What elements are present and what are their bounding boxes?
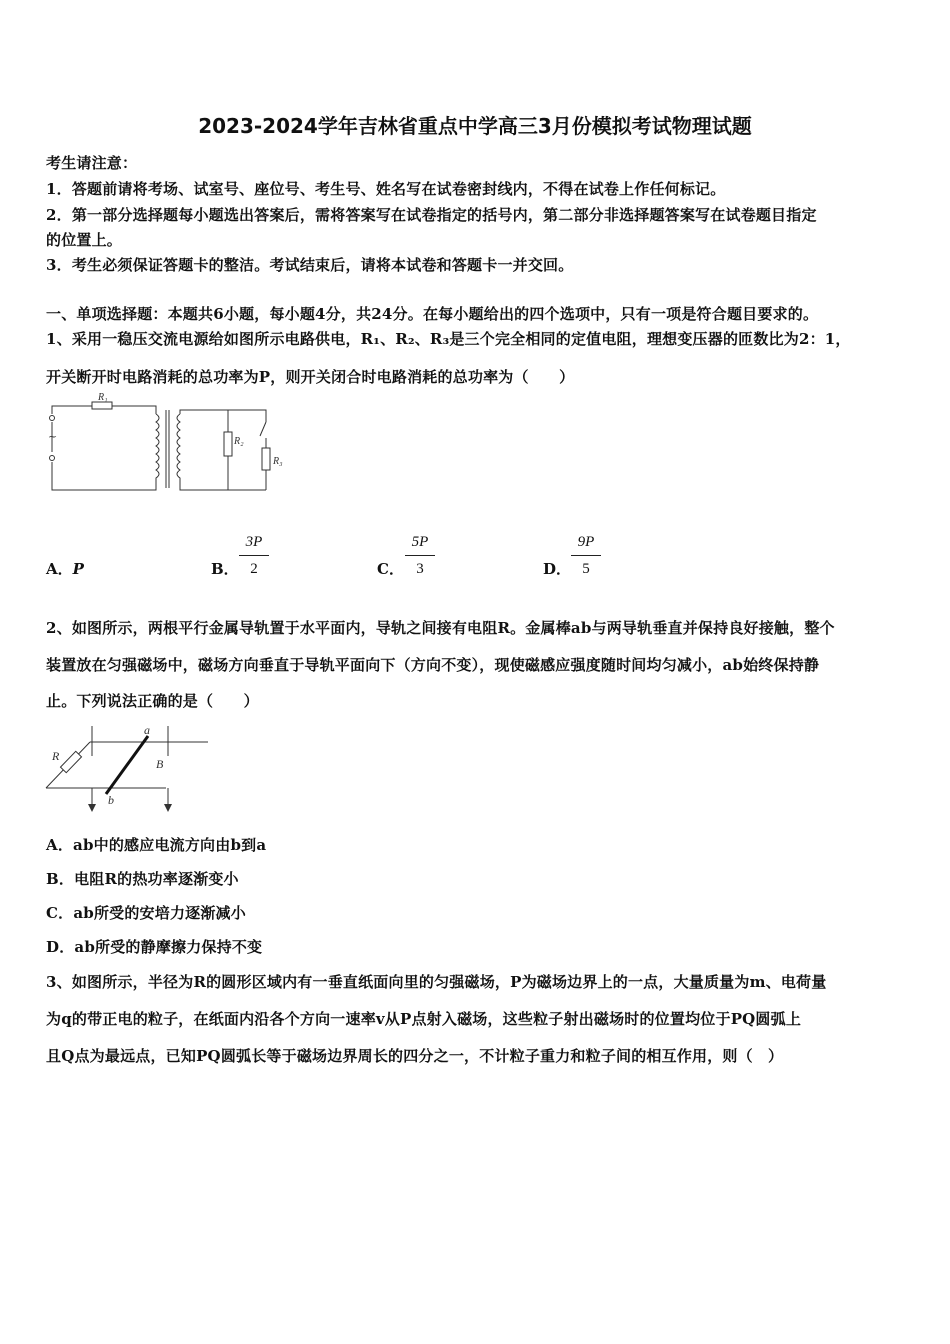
label-r3: R₃ bbox=[273, 456, 283, 467]
q1-option-a-label: A． bbox=[46, 560, 73, 578]
q1-option-b-denominator: 2 bbox=[250, 561, 258, 577]
q2-stem-line1: 2、如图所示，两根平行金属导轨置于水平面内，导轨之间接有电阻R。金属棒ab与两导轨垂直并保持良好接触，整个 bbox=[46, 619, 835, 637]
q1-option-d-numerator: 9P bbox=[577, 534, 595, 550]
fraction-bar bbox=[405, 555, 435, 556]
notice-item-1: 1．答题前请将考场、试室号、座位号、考生号、姓名写在试卷密封线内，不得在试卷上作任何标记。 bbox=[46, 180, 726, 198]
label-a: a bbox=[144, 723, 150, 737]
q3-stem-line1: 3、如图所示，半径为R的圆形区域内有一垂直纸面向里的匀强磁场，P为磁场边界上的一点，大量质量为m、电荷量 bbox=[46, 973, 827, 991]
q1-stem-line2: 开关断开时电路消耗的总功率为P，则开关闭合时电路消耗的总功率为（ ） bbox=[46, 368, 575, 386]
q2-rail-figure bbox=[44, 718, 214, 814]
q1-option-d-label: D． bbox=[543, 560, 572, 578]
q1-option-c-label: C． bbox=[377, 560, 404, 578]
q1-option-d-denominator: 5 bbox=[582, 561, 590, 577]
q1-option-b-fraction bbox=[239, 533, 269, 578]
label-r2: R₂ bbox=[234, 436, 244, 447]
notice-item-2-cont: 的位置上。 bbox=[46, 231, 123, 249]
q1-option-c-numerator: 5P bbox=[411, 534, 429, 550]
notice-item-2: 2．第一部分选择题每小题选出答案后，需将答案写在试卷指定的括号内，第二部分非选择题答案写在试卷题目指定 bbox=[46, 206, 817, 224]
q3-stem-line2: 为q的带正电的粒子，在纸面内沿各个方向一速率v从P点射入磁场，这些粒子射出磁场时的位置均位于PQ圆弧上 bbox=[46, 1010, 802, 1028]
q1-circuit-figure bbox=[44, 392, 294, 498]
label-b: b bbox=[108, 793, 114, 807]
label-field-b: B bbox=[156, 757, 164, 771]
section-heading: 一、单项选择题：本题共6小题，每小题4分，共24分。在每小题给出的四个选项中，只有一项是符合题目要求的。 bbox=[46, 305, 819, 323]
fraction-bar bbox=[571, 555, 601, 556]
label-r1: R₁ bbox=[98, 392, 108, 403]
notice-item-3: 3．考生必须保证答题卡的整洁。考试结束后，请将本试卷和答题卡一并交回。 bbox=[46, 256, 574, 274]
q2-stem-line3: 止。下列说法正确的是（ ） bbox=[46, 692, 259, 710]
q1-option-c-denominator: 3 bbox=[416, 561, 424, 577]
q1-option-b-label: B． bbox=[211, 560, 239, 578]
q1-option-c-fraction bbox=[405, 533, 435, 578]
q1-option-b-numerator: 3P bbox=[245, 534, 263, 550]
q2-option-d: D．ab所受的静摩擦力保持不变 bbox=[46, 938, 263, 956]
ac-source-symbol: ~ bbox=[48, 430, 58, 443]
q1-option-d-fraction bbox=[571, 533, 601, 578]
q2-stem-line2: 装置放在匀强磁场中，磁场方向垂直于导轨平面向下（方向不变），现使磁感应强度随时间均匀减小，ab始终保持静 bbox=[46, 656, 820, 674]
label-r: R bbox=[52, 749, 60, 763]
q3-stem-line3: 且Q点为最远点，已知PQ圆弧长等于磁场边界周长的四分之一，不计粒子重力和粒子间的相互作用，则（ ） bbox=[46, 1047, 784, 1065]
notice-header: 考生请注意： bbox=[46, 154, 138, 172]
q1-option-a bbox=[46, 558, 84, 579]
fraction-bar bbox=[239, 555, 269, 556]
q2-option-c: C．ab所受的安培力逐渐减小 bbox=[46, 904, 246, 922]
q2-option-b: B．电阻R的热功率逐渐变小 bbox=[46, 870, 239, 888]
q1-option-a-value: P bbox=[72, 560, 84, 578]
q1-stem-line1: 1、采用一稳压交流电源给如图所示电路供电，R₁、R₂、R₃是三个完全相同的定值电阻，理想变压器的匝数比为2：1， bbox=[46, 330, 851, 348]
page-title: 2023-2024学年吉林省重点中学高三3月份模拟考试物理试题 bbox=[198, 114, 752, 138]
q2-option-a: A．ab中的感应电流方向由b到a bbox=[46, 836, 267, 854]
